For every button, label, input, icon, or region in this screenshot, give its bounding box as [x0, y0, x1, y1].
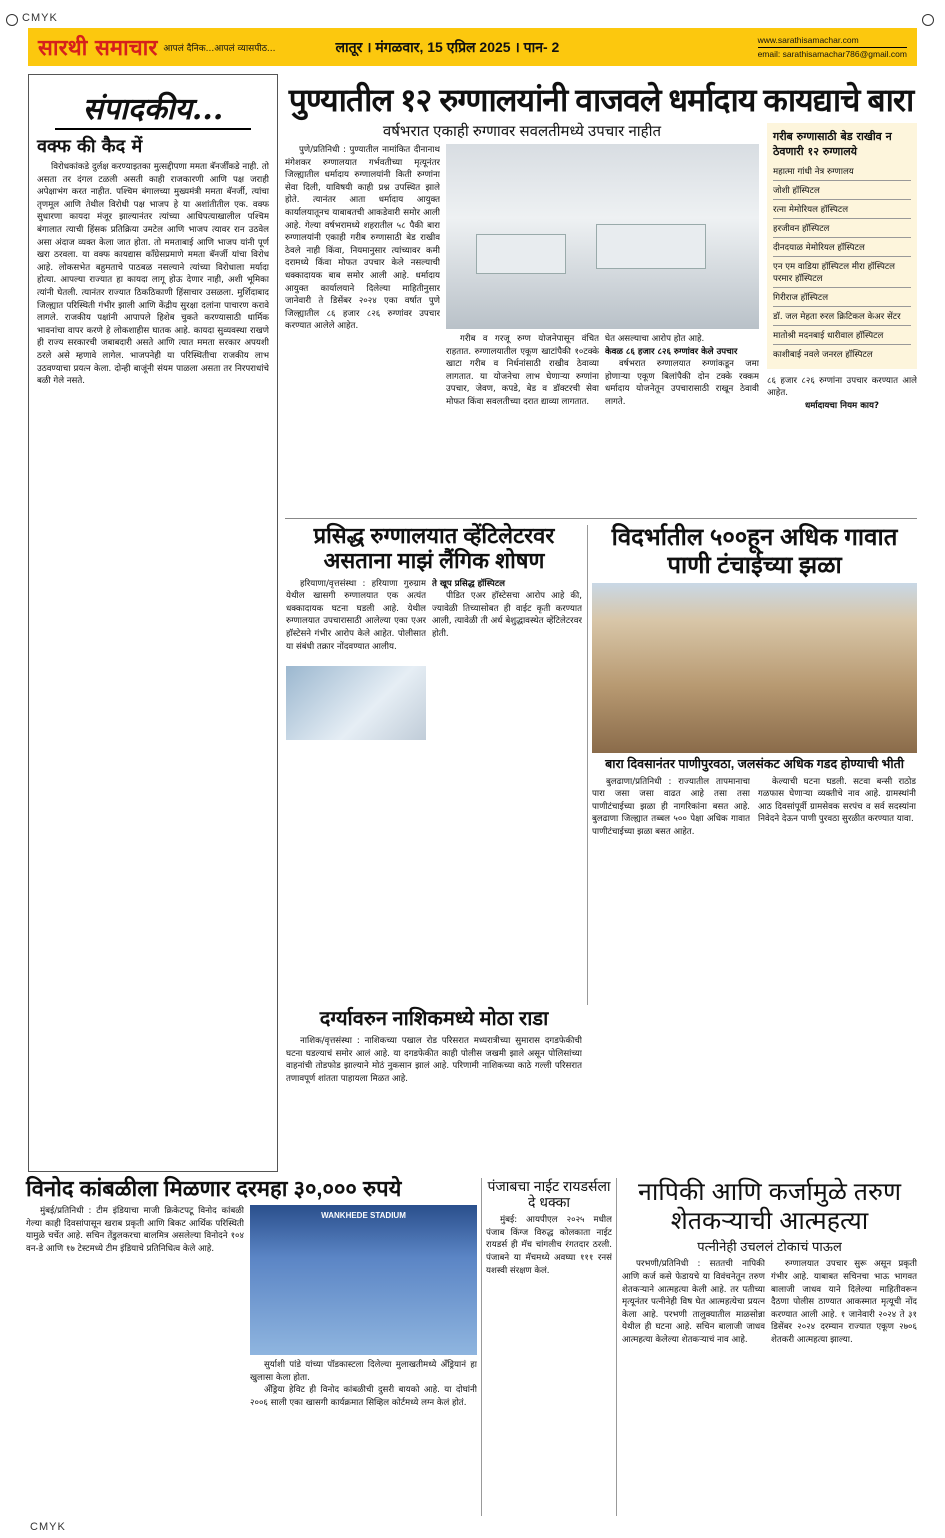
lead-col1	[285, 144, 440, 514]
divider	[616, 1178, 617, 1516]
farmer-col2-text: रुग्णालयात उपचार सुरू असून प्रकृती गंभीर आहे. याबाबत सचिनचा भाऊ भागवत बालाजी जाधव याने दिलेल्या माहितीवरून दैठणा पोलीस ठाण्यात आकस्मात मृत्यूची नोंद करण्यात आली आहे. १ जानेवारी २०२४ ते ३१ डिसेंबर २०२४ दरम्यान राज्यात एकूण २७०६ शेतकरी आत्महत्या झाल्या.	[771, 1259, 917, 1345]
contact-info	[758, 34, 907, 61]
ventilator-col2-subhead: ते खूप प्रसिद्ध हॉस्पिटल	[432, 578, 505, 589]
hospital-list	[773, 162, 911, 363]
lead-col1-text: पुणे/प्रतिनिधी : पुण्यातील नामांकित दीनानाथ मंगेशकर रुग्णालयात गर्भवतीच्या मृत्यूनंतर जिल्ह्यातील धर्मादाय रुग्णालयांनी किती रुग्णांना सेवा दिली, याविषयी काही प्रश्न उपस्थित झाले होते. त्यानंतर आता धर्मादाय आयुक्त कार्यालयातूनच याबाबतची आकडेवारी समोर आली आहे. गेल्या वर्षभरामध्ये शहरातील ५८ पैकी बारा रुग्णालयांनी एकाही गरीब रुग्णासाठी बेड राखीव ठेवले नाही किंवा, नियमानुसार त्यांच्यावर कमी दरामध्ये किंवा मोफत उपचार केले नसल्याची धक्कादायक बाब समोर आली आहे. धर्मादाय आयुक्त कार्यालयाने दिलेल्या माहितीनुसार जानेवारी ते डिसेंबर २०२४ एका वर्षात पुणे जिल्ह्यातील ८६ हजार ८२६ रुग्णांवर उपचार करण्यात आलेले आहेत.	[285, 145, 440, 332]
lead-col3-intro: घेत असल्याचा आरोप होत आहे.	[605, 334, 705, 345]
masthead	[28, 28, 917, 66]
ventilator-col2-text: पीडित एअर हॉस्टेसचा आरोप आहे की, ज्यावेळी तिच्यासोबत ही वाईट कृती करण्यात आली, त्यावेळी ती अर्ध बेशुद्धावस्थेत व्हेंटिलेटरवर होती.	[432, 591, 582, 639]
list-item: डॉ. जल मेहता रुरल क्रिटिकल केअर सेंटर	[773, 307, 911, 326]
kambli-caption-text: सुर्याशी पांडे यांच्या पॉडकास्टला दिलेल्या मुलाखतीमध्ये अँड्रियानं हा खुलासा केला होता.	[250, 1360, 477, 1383]
list-item: जोशी हॉस्पिटल	[773, 181, 911, 200]
divider	[285, 518, 917, 519]
hospital-list-box	[767, 123, 917, 369]
punjab-article	[486, 1178, 612, 1518]
water-article	[592, 524, 917, 1169]
farmer-col2	[771, 1258, 917, 1518]
nashik-article	[286, 1008, 582, 1170]
kambli-article	[26, 1176, 479, 1518]
ventilator-article	[286, 523, 582, 1005]
nashik-body	[286, 1035, 582, 1170]
stadium-banner-text: WANKHEDE STADIUM	[321, 1211, 406, 1221]
farmer-headline: नापिकी आणि कर्जामुळे तरुण शेतकऱ्याची आत्महत्या	[637, 1178, 902, 1235]
website-link[interactable]: www.sarathisamachar.com	[758, 34, 907, 48]
lead-headline: पुण्यातील १२ रुग्णालयांनी वाजवले धर्मादाय कायद्याचे बारा	[288, 82, 914, 118]
list-item: गिरीराज हॉस्पिटल	[773, 288, 911, 307]
kambli-caption	[250, 1359, 477, 1518]
water-scarcity-photo	[592, 583, 917, 753]
ventilator-col1-text: हरियाणा/वृत्तसंस्था : हरियाणा गुरुग्राम येथील खासगी रुग्णालयात एक अत्यंत धक्कादायक घटना घडली आहे. येथील रुग्णालयात उपचारासाठी आलेल्या एका एअर हॉस्टेसने गंभीर आरोप केले आहेत. पोलीसात या संबंधी तक्रार नोंदवण्यात आलीय.	[286, 578, 426, 652]
kambli-caption-text-2: अँड्रिया हेविट ही विनोद कांबळीची दुसरी बायको आहे. या दोघांनी २००६ साली एका खासगी कार्यक्रमात सिव्हिल कोर्टमध्ये लग्न केलं होतं.	[250, 1385, 477, 1409]
kambli-headline: विनोद कांबळीला मिळणार दरमहा ३०,००० रुपये	[26, 1176, 402, 1201]
nashik-headline: दर्ग्यावरुन नाशिकमध्ये मोठा राडा	[319, 1008, 549, 1030]
ventilator-col2	[432, 578, 582, 1005]
farmer-subhead: पत्नीनेही उचललं टोकाचं पाऊल	[697, 1238, 842, 1254]
water-headline: विदर्भातील ५००हून अधिक गावात पाणी टंचाईच्या झळा	[611, 524, 898, 579]
list-item: मातोश्री मदनबाई धारीवाल हॉस्पिटल	[773, 326, 911, 345]
list-item: काशीबाई नवले जनरल हॉस्पिटल	[773, 349, 873, 360]
water-col1	[592, 776, 750, 1169]
registration-mark-icon	[6, 14, 18, 26]
list-item: दीनदयाळ मेमोरियल हॉस्पिटल	[773, 238, 911, 257]
patient-photo	[286, 666, 426, 740]
lead-article	[285, 82, 917, 514]
hospital-list-title: गरीब रुग्णासाठी बेड राखीव न ठेवणारी १२ रुग्णालये	[773, 129, 892, 158]
ventilator-col1	[286, 578, 426, 662]
email-link[interactable]: email: sarathisamachar786@gmail.com	[757, 48, 907, 59]
registration-mark-icon	[922, 14, 934, 26]
sidebar-after-text: ८६ हजार ८२६ रुग्णांना उपचार करण्यात आले आहेत.	[767, 375, 917, 399]
divider	[587, 525, 588, 1005]
kambli-body-text: मुंबई/प्रतिनिधी : टीम इंडियाचा माजी क्रिकेटपटू विनोद कांबळी गेल्या काही दिवसांपासून खराब प्रकृती आणि बिकट आर्थिक परिस्थिती यामुळे चर्चेत आहे. सचिन तेंडुलकरचा बालमित्र असलेल्या विनोदने १०४ वन-डे आणि १७ टेस्टमध्ये टीम इंडियाचे प्रतिनिधित्व केले आहे.	[26, 1206, 244, 1255]
editorial-kicker: संपादकीय...	[55, 87, 251, 130]
nashik-body-text: नाशिक/वृत्तसंस्था : नाशिकच्या पखाल रोड परिसरात मध्यरात्रीच्या सुमारास दगडफेकीची घटना घडल्याचं समोर आलं आहे. या दगडफेकीत काही पोलीस जखमी झाले असून पोलिसांच्या वाहनांची तोडफोड झाल्याने मोठं नुकसान झालं आहे. परिणामी नाशिकच्या काठे गल्ली परिसरात तणावपूर्ण शांतता पाहायला मिळत आहे.	[286, 1036, 582, 1084]
water-col1-text: बुलढाणा/प्रतिनिधी : राज्यातील तापमानाचा पारा जसा जसा वाढत आहे तसा तसा पाणीटंचाईच्या झळा ही नागरिकांना बसत आहे. बुलढाणा जिल्ह्यात तब्बल ५०० पेक्षा अधिक गावात पाणीटंचाईच्या झळा बसत आहेत.	[592, 776, 750, 837]
hospital-ward-photo	[446, 144, 759, 329]
water-subhead: बारा दिवसानंतर पाणीपुरवठा, जलसंकट अधिक गडद होण्याची भीती	[605, 757, 904, 772]
punjab-body-text: मुंबई: आयपीएल २०२५ मधील पंजाब किंग्ज विरुद्ध कोलकाता नाईट रायडर्स ही मॅच चांगलीच रंगतदार ठरली. पंजाबने या मॅचमध्ये अवघ्या १११ रनसं यशस्वी संरक्षण केलं.	[486, 1215, 612, 1276]
list-item: महात्मा गांधी नेत्र रुग्णालय	[773, 162, 911, 181]
ventilator-headline: प्रसिद्ध रुग्णालयात व्हेंटिलेटरवर असताना माझं लैंगिक शोषण	[313, 523, 555, 574]
editorial-body: विरोधकांकडे दुर्लक्ष करण्याइतका मुत्सद्दीपणा ममता बॅनर्जींकडे नाही. तो असता तर दंगल टळली असती काही राजकारणी आणि पक्ष जराही अपेक्षाभंग करत नाहीत. पश्चिम बंगालच्या मुख्यमंत्री ममता बॅनर्जी, त्यांचा तृणमूल आणि तेथील विरोधी पक्ष भाजप हे या अशांतीतील एक. वक्फ सुधारणा कायदा मंजूर झाल्यानंतर त्यांच्या आधिपत्याखालील पश्चिम बंगालात त्याची हिंसक प्रतिक्रिया उमटेल आणि भाजप त्यावर रान उठवेल असा अंदाज व्यक्त केला जात होता. तो ममताबाई आणि भाजप यांनी पूर्ण खरा ठरवला. या वक्फ कायद्यास काँग्रेसप्रमाणे ममता बॅनर्जी यांचा विरोध आहे. लोकसभेत बहुमताचे पाठबळ नसल्याने त्यांच्या विरोधाला मर्यादा होत्या. आपल्या राज्यात हा कायदा लागू होऊ देणार नाही, अशी भूमिका त्यांनी घेतली. त्यानंतर राज्यात ठिकठिकाणी हिंसाचार उसळला. मुर्शिदाबाद जिल्ह्यात परिस्थिती गंभीर झाली आणि केंद्रीय सुरक्षा दलांना पाचारण करावे लागले. राजकीय पक्षांनी आपापले हिशेब चुकते करण्यासाठी धार्मिक भावनांचा वापर करणे हे लोकशाहीस घातक आहे. कायदा सुव्यवस्था राखणे ही राज्य सरकारची जबाबदारी असते आणि त्यात ममता सरकार अपयशी ठरले असे म्हणावे लागेल. भाजपनेही या परिस्थितीचा राजकीय लाभ उठवण्याचा प्रयत्न केला. दोन्ही बाजूंनी संयम पाळला असता तर निरपराधांचे बळी गेले नसते.	[37, 162, 269, 387]
punjab-headline: पंजाबचा नाईट रायडर्सला दे धक्का	[487, 1178, 611, 1211]
lead-col3-text: वर्षभरात रुग्णालयात रुग्णांकडून जमा होणाऱ्या एकूण बिलांपैकी दोन टक्के रक्कम धर्मादाय योजनेतून उपचारासाठी राखून ठेवावी लागते.	[605, 359, 759, 408]
sidebar-after	[767, 375, 917, 514]
farmer-article	[622, 1178, 917, 1518]
farmer-col1	[622, 1258, 765, 1518]
newspaper-logo: सारथी समाचार	[38, 35, 158, 61]
lead-col3	[605, 333, 759, 514]
footer-cmyk-mark: CMYK	[30, 1521, 66, 1533]
lead-col2-text: गरीब व गरजू रुग्ण योजनेपासून वंचित राहतात. रुग्णालयातील एकूण खाटांपैकी १०टक्के खाटा गरीब व निर्धनांसाठी राखीव ठेवाव्या लागतात. या योजनेचा लाभ घेणाऱ्या रुग्णांना उपचार, जेवण, कपडे, बेड व डॉक्टरची सेवा मोफत किंवा सवलतीच्या दरात द्याव्या लागतात.	[446, 334, 599, 408]
list-item: रत्ना मेमोरियल हॉस्पिटल	[773, 200, 911, 219]
tagline: आपलं दैनिक...आपलं व्यासपीठ...	[163, 43, 276, 54]
cmyk-mark: CMYK	[22, 12, 58, 24]
editorial-column	[28, 74, 278, 1172]
kambli-body	[26, 1205, 244, 1518]
lead-col3-subhead: केवळ ८६ हजार ८२६ रुग्णांवर केले उपचार	[605, 346, 738, 357]
lead-col2	[446, 333, 599, 514]
list-item: एन एम वाडिया हॉस्पिटल मीरा हॉस्पिटल परमार हॉस्पिटल	[773, 257, 911, 288]
list-item: हरजीवन हॉस्पिटल	[773, 219, 911, 238]
farmer-col1-text: परभणी/प्रतिनिधी : सततची नापिकी आणि कर्ज कसे फेडायचे या विवंचनेतून तरुण शेतकऱ्याने आत्महत्या केली आहे. तर पतीच्या मृत्यूनंतर पत्नीनेही विष घेत आत्महत्येचा प्रयत्न केला आहे. परभणी तालुक्यातील माळसोन्ना येथील ही घटना आहे. सचिन बालाजी जाधव आत्महत्या केलेल्या शेतकऱ्याचं नाव आहे.	[622, 1259, 765, 1345]
kambli-photo	[250, 1205, 477, 1355]
sidebar-subhead: धर्मादायचा नियम काय?	[804, 400, 879, 411]
lead-subhead: वर्षभरात एकाही रुग्णावर सवलतीमध्ये उपचार नाहीत	[382, 122, 662, 140]
water-col2-text: केल्याची घटना घडली. सटवा बन्सी राठोड गळफास घेणाऱ्या व्यक्तीचे नाव आहे. ग्रामस्थांनी आठ दिवसांपूर्वी ग्रामसेवक सरपंच व सर्व सदस्यांना निवेदने देऊन पाणी पुरवठा सुरळीत करण्यात यावा.	[758, 776, 916, 825]
divider	[481, 1178, 482, 1516]
punjab-body	[486, 1214, 612, 1518]
editorial-headline: वक्फ की कैद में	[37, 136, 143, 157]
water-col2	[758, 776, 916, 1169]
dateline: लातूर । मंगळवार, 15 एप्रिल 2025 । पान- 2	[335, 38, 560, 55]
